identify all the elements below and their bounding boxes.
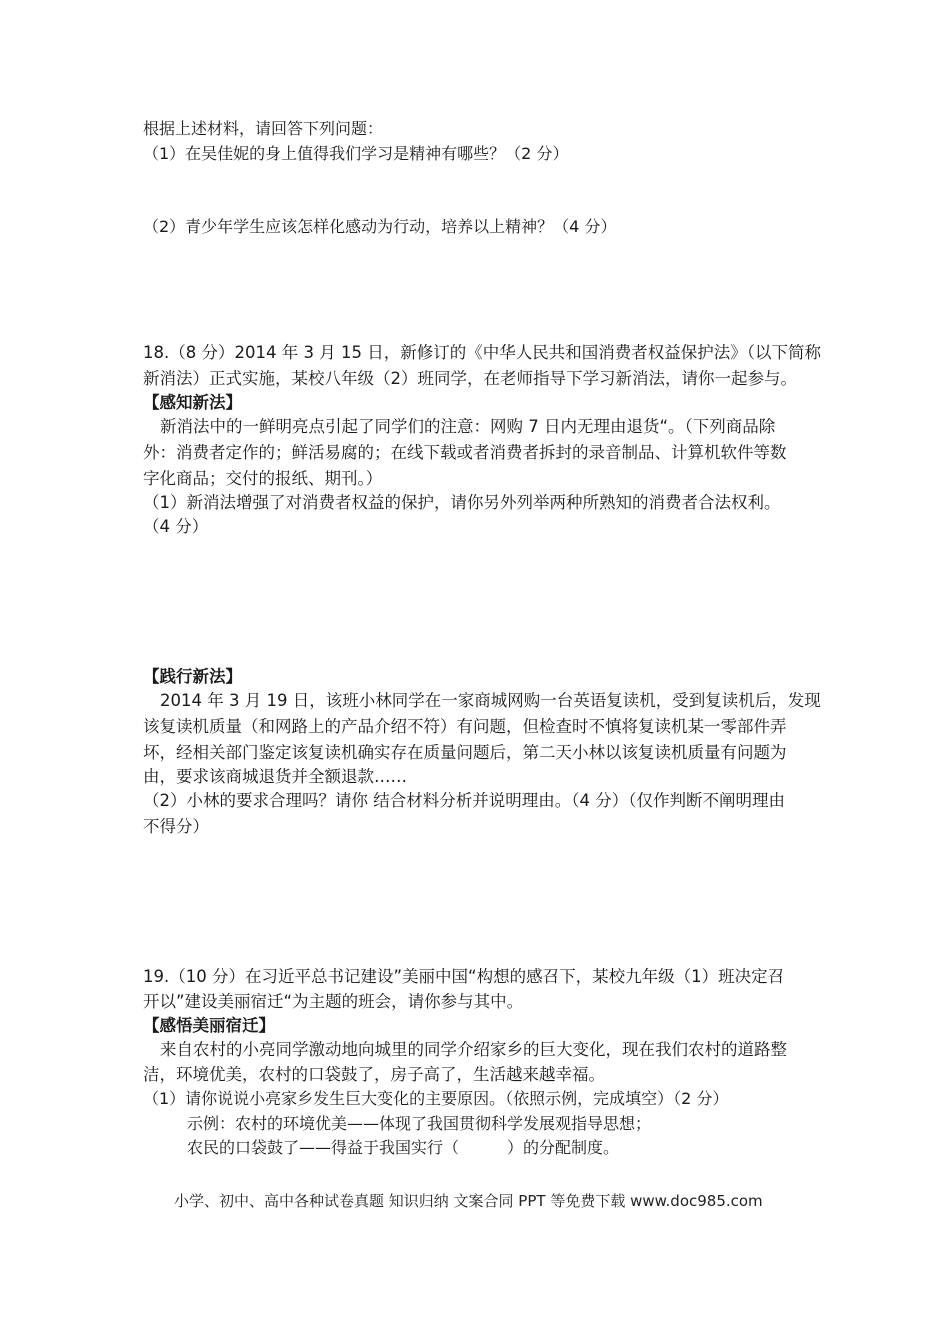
intro-line: 根据上述材料，请回答下列问题： (143, 119, 384, 138)
q19-example1: 示例：农村的环境优美——体现了我国贯彻科学发展观指导思想； (187, 1114, 652, 1133)
q18-section1-line3: 字化商品；交付的报纸、期刊。） (143, 469, 383, 488)
q18-part2-line2: 不得分） (143, 817, 209, 836)
q19-example2: 农民的口袋鼓了——得益于我国实行（ ）的分配制度。 (187, 1138, 620, 1157)
page-footer: 小学、初中、高中各种试卷真题 知识归纳 文案合同 PPT 等免费下载 www.doc985.com (174, 1192, 763, 1210)
q18-section2-title: 【践行新法】 (143, 667, 242, 686)
q19-section1-line2: 洁，环境优美，农村的口袋鼓了，房子高了，生活越来越幸福。 (143, 1065, 605, 1084)
q19-stem-line2: 开以”建设美丽宿迁“为主题的班会，请你参与其中。 (143, 992, 524, 1011)
q19-stem-line1: 19.（10 分）在习近平总书记建设”美丽中国“构想的感召下，某校九年级（1）班决定召 (143, 967, 785, 986)
q19-section1-title: 【感悟美丽宿迁】 (143, 1016, 275, 1035)
q18-part2-line1: （2）小林的要求合理吗？请你 结合材料分析并说明理由。（4 分）（仅作判断不阐明理由 (143, 791, 785, 810)
q18-section2-line3: 坏，经相关部门鉴定该复读机确实存在质量问题后，第二天小林以该复读机质量有问题为 (143, 743, 787, 762)
q18-section1-line2: 外：消费者定作的；鲜活易腐的；在线下载或者消费者拆封的录音制品、计算机软件等数 (143, 443, 787, 462)
q19-section1-line1: 来自农村的小亮同学激动地向城里的同学介绍家乡的巨大变化，现在我们农村的道路整 (160, 1040, 787, 1059)
q18-part1-line1: （1）新消法增强了对消费者权益的保护，请你另外列举两种所熟知的消费者合法权利。 (143, 493, 781, 512)
q19-part1: （1）请你说说小亮家乡发生巨大变化的主要原因。（依照示例，完成填空）（2 分） (143, 1089, 729, 1108)
q18-section2-line2: 该复读机质量（和网路上的产品介绍不符）有问题，但检查时不慎将复读机某一零部件弄 (143, 717, 787, 736)
q18-section2-line4: 由，要求该商城退货并全额退款…… (143, 767, 407, 786)
q17-part1: （1）在吴佳妮的身上值得我们学习是精神有哪些？（2 分） (143, 144, 569, 163)
q18-section1-title: 【感知新法】 (143, 393, 242, 412)
q18-stem-line2: 新消法）正式实施，某校八年级（2）班同学，在老师指导下学习新消法，请你一起参与。 (143, 369, 797, 388)
q18-part1-line2: （4 分） (143, 517, 209, 536)
q17-part2: （2）青少年学生应该怎样化感动为行动，培养以上精神？（4 分） (143, 217, 617, 236)
q18-section1-line1: 新消法中的一鲜明亮点引起了同学们的注意：网购 7 日内无理由退货“。（下列商品除 (160, 417, 776, 436)
q18-section2-line1: 2014 年 3 月 19 日，该班小林同学在一家商城网购一台英语复读机，受到复读机后，发现 (160, 691, 821, 710)
q18-stem-line1: 18.（8 分）2014 年 3 月 15 日，新修订的《中华人民共和国消费者权益保护法》（以下简称 (143, 343, 821, 362)
